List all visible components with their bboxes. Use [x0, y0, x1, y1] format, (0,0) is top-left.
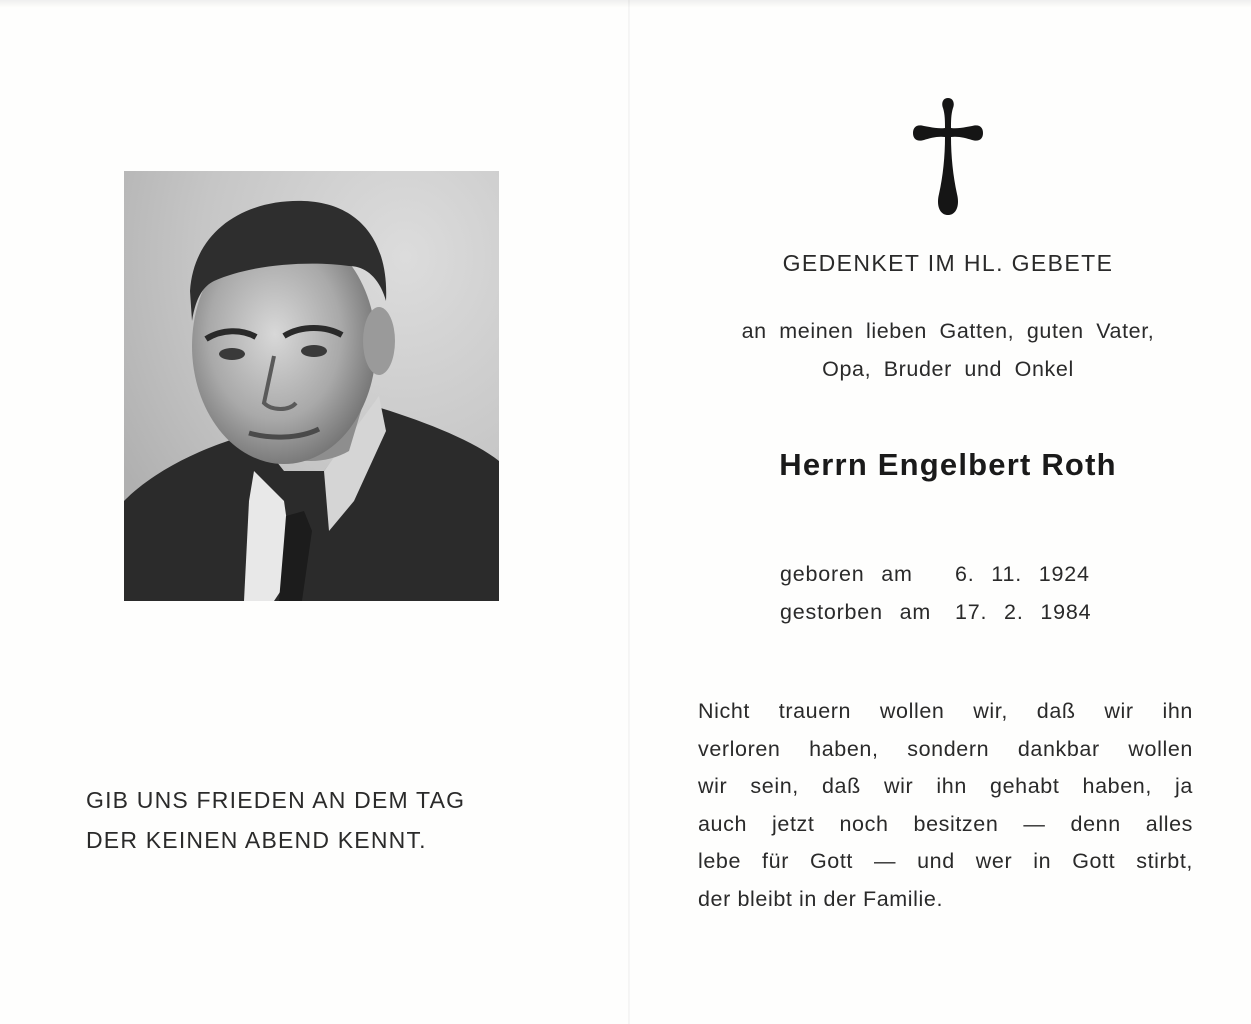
intro-text: [630, 312, 1251, 388]
poem-line: wir sein, daß wir ihn gehabt haben, ja: [698, 774, 1193, 798]
poem-line: auch jetzt noch besitzen — denn alles: [698, 811, 1193, 836]
memorial-poem: [698, 693, 1193, 918]
death-date-label: gestorben am: [780, 600, 932, 624]
birth-date-label: geboren am: [780, 562, 913, 586]
life-dates: [780, 555, 1091, 631]
intro-line: Opa, Bruder und Onkel: [822, 357, 1074, 381]
prayer-line: DER KEINEN ABEND KENNT.: [86, 827, 427, 853]
poem-line: Nicht trauern wollen wir, daß wir ihn: [698, 699, 1193, 723]
poem-line: der bleibt in der Familie.: [698, 886, 944, 911]
right-page: [630, 0, 1251, 1024]
memorial-heading: GEDENKET IM HL. GEBETE: [782, 250, 1114, 276]
death-date-value: 17. 2. 1984: [955, 600, 1092, 624]
intro-line: an meinen lieben Gatten, guten Vater,: [741, 319, 1155, 343]
deceased-name: Herrn Engelbert Roth: [779, 447, 1117, 482]
death-date-row: [780, 593, 1091, 631]
birth-date-row: [780, 555, 1091, 593]
cross-icon: [912, 96, 984, 218]
poem-line: verloren haben, sondern dankbar wollen: [698, 736, 1193, 761]
portrait-illustration: [124, 171, 499, 601]
poem-line: lebe für Gott — und wer in Gott stirbt,: [698, 849, 1193, 873]
birth-date-value: 6. 11. 1924: [955, 562, 1090, 586]
portrait-photo: [124, 171, 499, 601]
prayer-line: GIB UNS FRIEDEN AN DEM TAG: [86, 787, 466, 813]
prayer-text: [86, 780, 465, 860]
